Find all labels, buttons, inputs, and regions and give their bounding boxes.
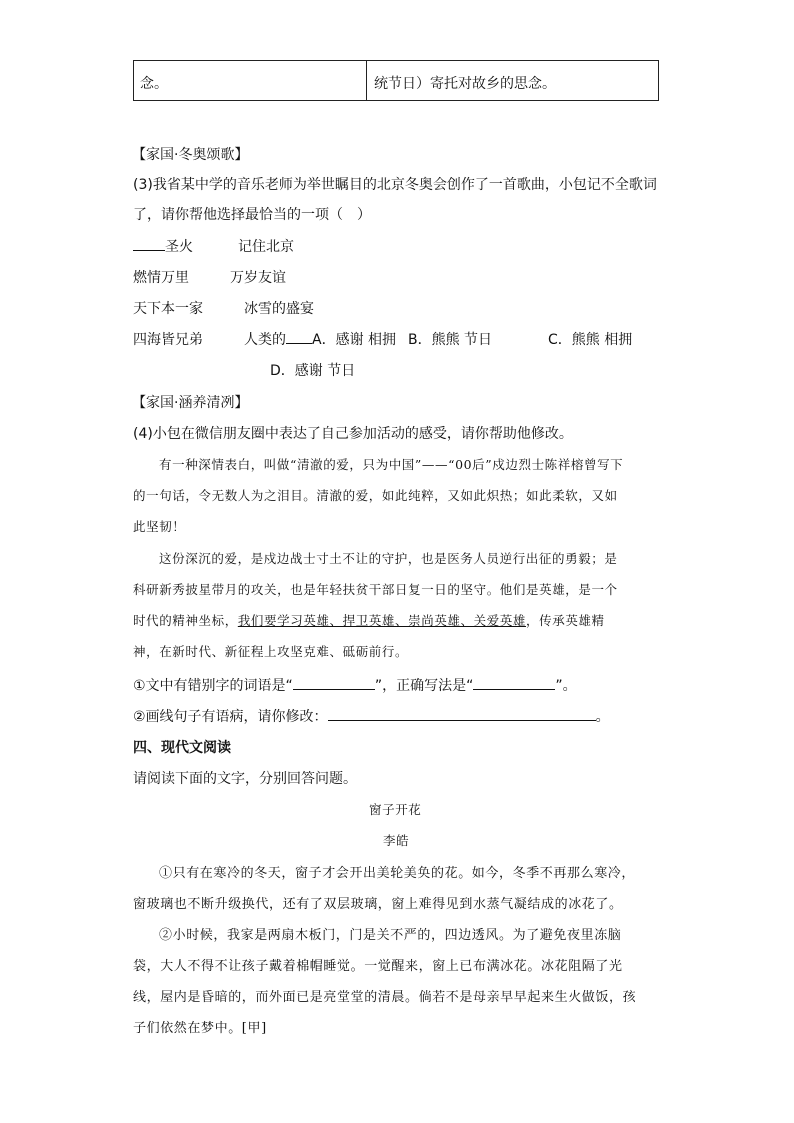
article-title: 窗子开花 <box>369 802 422 817</box>
lyric-left-1: 圣火 <box>165 239 193 255</box>
lyric-left-4: 四海皆兄弟 <box>133 332 203 348</box>
lyric-right-4: 人类的 <box>244 332 286 348</box>
answer-blank-revision[interactable] <box>328 707 596 721</box>
article-p2-line3: 线，屋内是昏暗的，而外面已是亮堂堂的清晨。倘若不是母亲早早起来生火做饭，孩 <box>133 990 637 1005</box>
passage-p1-line1: 有一种深情表白，叫做“清澈的爱，只为中国”——“00后”戍边烈士陈祥榕曾写下 <box>159 457 624 472</box>
lyric-right-2: 万岁友谊 <box>230 270 286 286</box>
passage-p1-line2: 的一句话，令无数人为之泪目。清澈的爱，如此纯粹，又如此炽热；如此柔软，又如 <box>133 488 618 503</box>
sub-question-1-mid: ”，正确写法是“ <box>374 678 474 694</box>
sub-question-2-post: 。 <box>595 709 610 725</box>
section-heading-clarity: 【家国·涵养清冽】 <box>132 395 249 411</box>
question-3-line2: 了，请你帮他选择最恰当的一项（ ） <box>133 207 371 223</box>
lyric-left-3: 天下本一家 <box>133 301 203 317</box>
passage-p2-line3-pre: 时代的精神坐标， <box>133 613 238 628</box>
passage-p1-line3: 此坚韧！ <box>133 519 186 534</box>
answer-blank-wrong-word[interactable] <box>293 676 375 690</box>
sub-question-1-pre: ①文中有错别字的词语是“ <box>133 678 293 694</box>
article-p2-line1: ②小时候，我家是两扇木板门，门是关不严的，四边透风。为了避免夜里冻脑 <box>159 928 622 943</box>
article-p1-line1: ①只有在寒冷的冬天，窗子才会开出美轮美奂的花。如今，冬季不再那么寒冷， <box>159 866 636 881</box>
article-author: 李皓 <box>383 833 410 848</box>
passage-p2-line3-post: ，传承英雄精 <box>526 613 605 628</box>
lyric-right-1: 记住北京 <box>238 239 294 255</box>
sub-question-2-pre: ②画线句子有语病，请你修改： <box>133 709 328 725</box>
sub-question-2 <box>133 706 610 726</box>
underlined-sentence: 我们要学习英雄、捍卫英雄、崇尚英雄、关爱英雄 <box>237 613 527 628</box>
answer-blank-correct-word[interactable] <box>473 676 555 690</box>
passage-p2-line1: 这份深沉的爱，是戍边战士寸土不让的守护，也是医务人员逆行出征的勇毅；是 <box>159 551 618 566</box>
passage-p2-line3 <box>133 611 605 629</box>
reading-instruction: 请阅读下面的文字，分别回答问题。 <box>133 771 357 787</box>
lyric-left-2: 燃情万里 <box>133 270 189 286</box>
article-p1-line2: 窗玻璃也不断升级换代，还有了双层玻璃，窗上难得见到水蒸气凝结成的冰花了。 <box>133 897 623 912</box>
sub-question-1 <box>133 675 577 695</box>
option-c: C．熊熊 相拥 <box>548 332 633 348</box>
article-p2-line2: 袋，大人不得不让孩子戴着棉帽睡觉。一觉醒来，窗上已布满冰花。冰花阻隔了光 <box>133 959 623 974</box>
sub-question-1-post: ”。 <box>555 678 577 694</box>
option-b: B．熊熊 节日 <box>408 332 493 348</box>
option-d: D．感谢 节日 <box>270 363 356 379</box>
table-cell-right: 统节日）寄托对故乡的思念。 <box>374 76 556 92</box>
question-3-line1: (3)我省某中学的音乐老师为举世瞩目的北京冬奥会创作了一首歌曲，小包记不全歌词 <box>133 177 657 193</box>
lyric-line-4-right <box>244 329 396 349</box>
section-heading-modern-reading: 四、现代文阅读 <box>133 740 231 756</box>
option-a: A．感谢 相拥 <box>312 332 397 348</box>
lyric-right-3: 冰雪的盛宴 <box>244 301 314 317</box>
lyric-blank-4 <box>286 330 312 344</box>
table-cell-left: 念。 <box>140 76 168 92</box>
lyric-line-1 <box>133 236 193 256</box>
passage-p2-line2: 科研新秀披星带月的攻关，也是年轻扶贫干部日复一日的坚守。他们是英雄，是一个 <box>133 582 618 597</box>
table-divider <box>366 61 367 100</box>
continuation-table <box>133 60 659 101</box>
section-heading-winter-olympics: 【家国·冬奥颂歌】 <box>132 147 249 163</box>
lyric-blank-1 <box>133 237 165 251</box>
passage-p2-line4: 神，在新时代、新征程上攻坚克难、砥砺前行。 <box>133 644 409 659</box>
article-p2-line4: 子们依然在梦中。[甲] <box>133 1021 267 1036</box>
question-4: (4)小包在微信朋友圈中表达了自己参加活动的感受，请你帮助他修改。 <box>133 426 573 442</box>
